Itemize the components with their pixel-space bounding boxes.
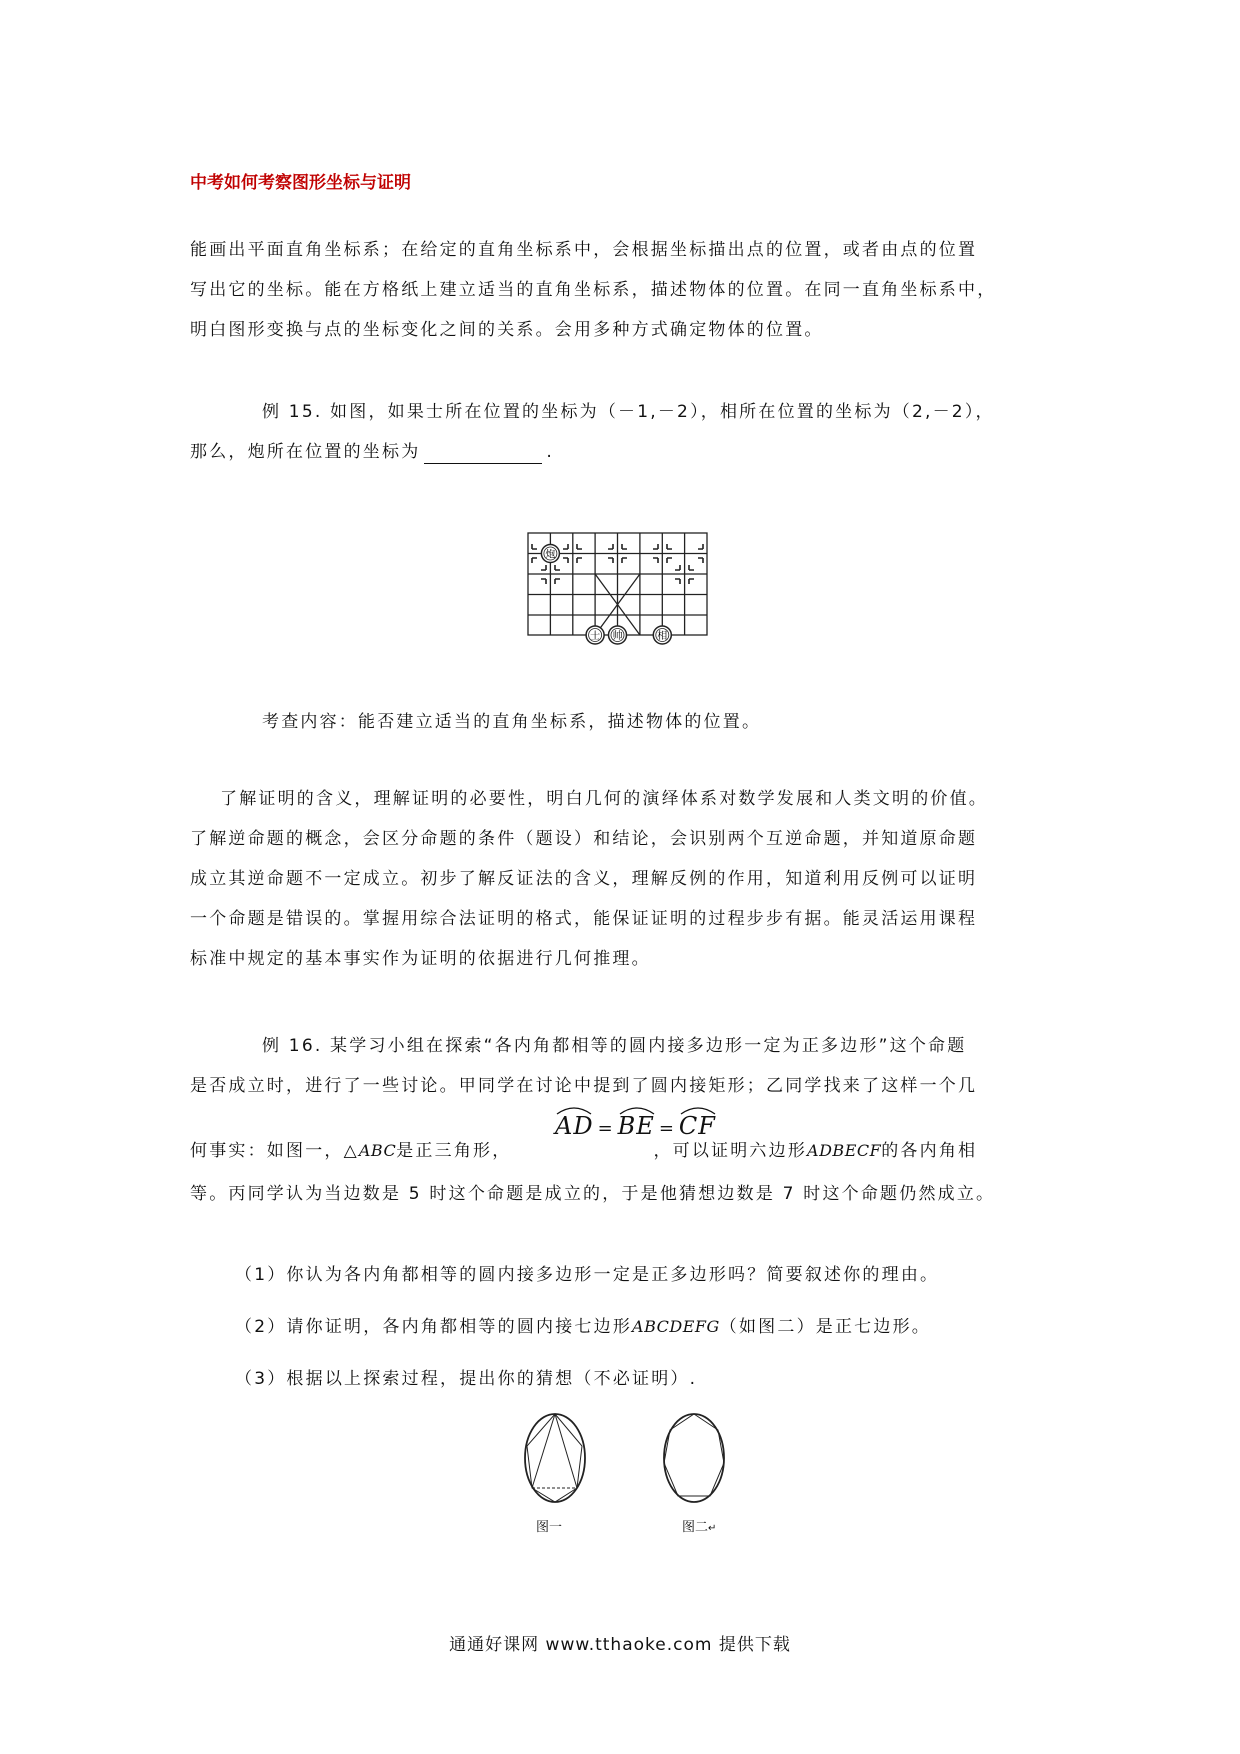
intro-line: 能画出平面直角坐标系；在给定的直角坐标系中，会根据坐标描出点的位置，或者由点的位置 <box>190 240 978 260</box>
piece-label: 炮 <box>545 549 556 561</box>
question-1: （1）你认为各内角都相等的圆内接多边形一定是正多边形吗？简要叙述你的理由。 <box>235 1265 940 1285</box>
example-16-text: 的各内角相 <box>881 1141 978 1161</box>
intro-paragraph <box>190 230 1060 350</box>
intro-line: 写出它的坐标。能在方格纸上建立适当的直角坐标系，描述物体的位置。在同一直角坐标系中， <box>190 280 997 300</box>
piece-pao <box>541 545 559 563</box>
figure-2 <box>658 1408 730 1508</box>
question-3: （3）根据以上探索过程，提出你的猜想（不必证明）. <box>235 1369 698 1389</box>
example-16 <box>190 1026 1060 1106</box>
hexagon-name: ADBECF <box>807 1141 882 1160</box>
example-16-line4 <box>190 1174 1060 1214</box>
heptagon-name: ABCDEFG <box>632 1317 720 1336</box>
proof-line: 了解逆命题的概念，会区分命题的条件（题设）和结论，会识别两个互逆命题，并知道原命题 <box>190 829 978 849</box>
figure-1 <box>520 1408 590 1508</box>
exam-content <box>190 702 1060 742</box>
proof-line: 一个命题是错误的。掌握用综合法证明的格式，能保证证明的过程步步有据。能灵活运用课程 <box>190 909 978 929</box>
piece-label: 相 <box>657 631 668 642</box>
example-15 <box>190 392 1060 472</box>
proof-paragraph <box>190 779 1060 979</box>
period: . <box>546 442 555 462</box>
example-16-text: ，可以证明六边形 <box>653 1141 808 1161</box>
example-15-question: 那么，炮所在位置的坐标为 <box>190 442 421 462</box>
figure-1-caption: 图一 <box>536 1520 563 1535</box>
arc-ad <box>555 1112 594 1140</box>
piece-xiang <box>653 626 671 644</box>
piece-shuai <box>609 626 627 644</box>
question-2-text: （2）请你证明，各内角都相等的圆内接七边形 <box>235 1317 633 1337</box>
example-16-text: 是正三角形， <box>396 1141 512 1161</box>
example-15-line2 <box>190 432 1060 472</box>
arc-label: CF <box>678 1112 716 1140</box>
example-16-text: 何事实：如图一，△ <box>190 1141 359 1161</box>
arc-mark-icon <box>555 1104 593 1116</box>
footer: 通通好课网 www.tthaoke.com 提供下载 <box>449 1635 791 1655</box>
proof-line: 了解证明的含义，理解证明的必要性，明白几何的演绎体系对数学发展和人类文明的价值。 <box>220 789 988 809</box>
question-2-text: （如图二）是正七边形。 <box>719 1317 931 1337</box>
arc-label: AD <box>555 1112 594 1140</box>
figure-2-caption-text: 图二 <box>682 1520 709 1535</box>
piece-shi <box>586 626 604 644</box>
arc-label: BE <box>617 1112 655 1140</box>
page-title: 中考如何考察图形坐标与证明 <box>190 173 411 193</box>
equals-sign: = <box>597 1118 614 1139</box>
exam-content-line: 考查内容：能否建立适当的直角坐标系，描述物体的位置。 <box>262 712 762 732</box>
example-16-line2: 是否成立时，进行了一些讨论。甲同学在讨论中提到了圆内接矩形；乙同学找来了这样一个几 <box>190 1076 978 1096</box>
arc-cf <box>679 1112 716 1140</box>
return-mark-icon: ↵ <box>708 1523 717 1534</box>
piece-label: 士 <box>590 631 601 642</box>
figure-2-caption <box>682 1516 716 1535</box>
chess-board-figure <box>525 530 710 655</box>
equals-sign: = <box>658 1118 675 1139</box>
question-2 <box>190 1301 1060 1353</box>
arc-be <box>618 1112 655 1140</box>
example-16-line1: 例 16. 某学习小组在探索“各内角都相等的圆内接多边形一定为正多边形”这个命题 <box>262 1036 967 1056</box>
example-15-line1: 例 15. 如图，如果士所在位置的坐标为（－1,－2），相所在位置的坐标为（2,－2）， <box>262 402 995 422</box>
example-16-text: 等。丙同学认为当边数是 5 时这个命题是成立的，于是他猜想边数是 7 时这个命题仍然成立。 <box>190 1184 996 1204</box>
proof-line: 标准中规定的基本事实作为证明的依据进行几何推理。 <box>190 949 651 969</box>
answer-blank <box>424 443 542 464</box>
arc-equation <box>555 1112 716 1140</box>
piece-label: 帅 <box>612 631 623 642</box>
arc-mark-icon <box>679 1104 717 1116</box>
intro-line: 明白图形变换与点的坐标变化之间的关系。会用多种方式确定物体的位置。 <box>190 320 824 340</box>
proof-line: 成立其逆命题不一定成立。初步了解反证法的含义，理解反例的作用，知道利用反例可以证明 <box>190 869 978 889</box>
triangle-name: ABC <box>358 1141 397 1160</box>
arc-mark-icon <box>618 1104 656 1116</box>
questions <box>190 1249 1060 1405</box>
